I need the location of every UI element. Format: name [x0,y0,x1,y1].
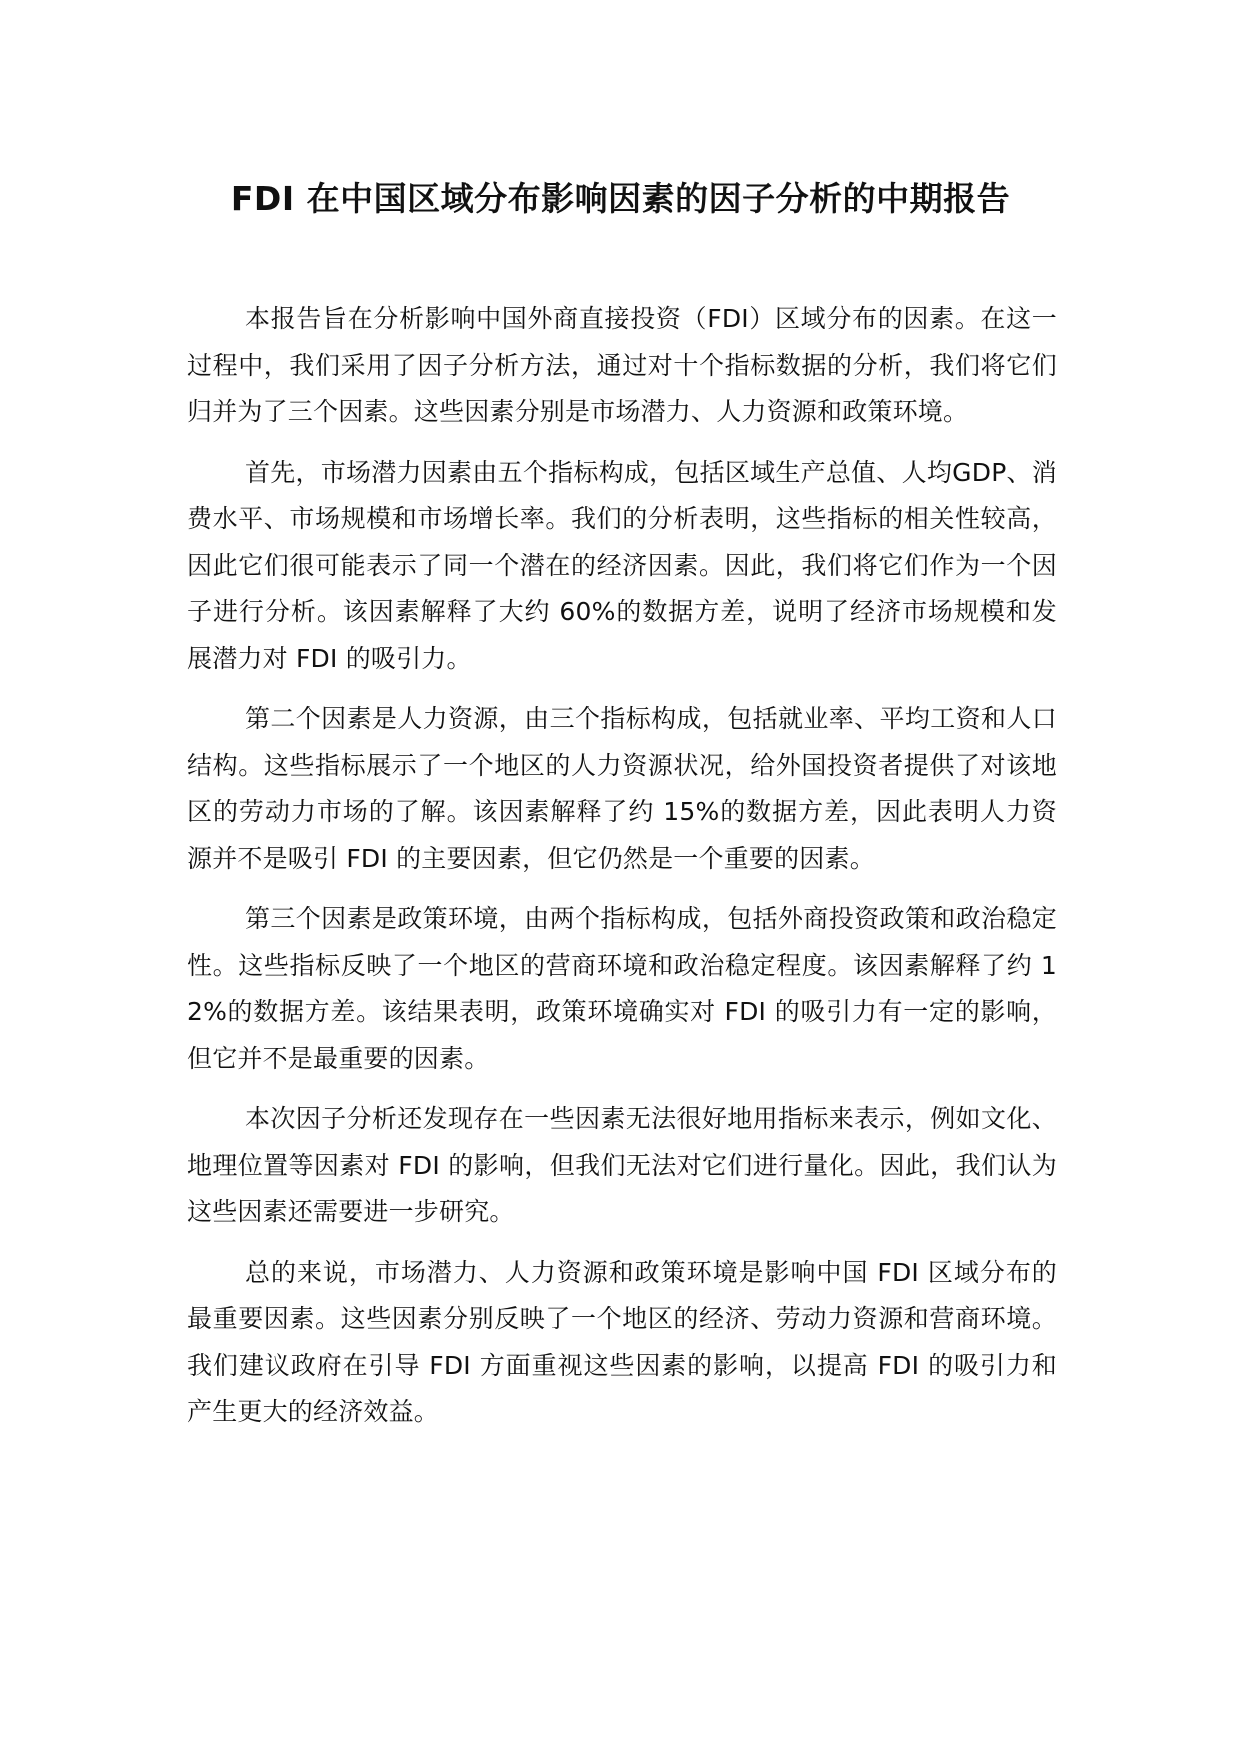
paragraph-market-potential: 首先，市场潜力因素由五个指标构成，包括区域生产总值、人均GDP、消费水平、市场规模和市场增长率。我们的分析表明，这些指标的相关性较高，因此它们很可能表示了同一个潜在的经济因素。因此，我们将它们作为一个因子进行分析。该因素解释了大约 60%的数据方差，说明了经济市场规模和发展潜力对 FDI 的吸引力。 [187,457,1057,673]
document-body [187,296,1057,1450]
paragraph-conclusion: 总的来说，市场潜力、人力资源和政策环境是影响中国 FDI 区域分布的最重要因素。这些因素分别反映了一个地区的经济、劳动力资源和营商环境。我们建议政府在引导 FDI 方面重视这些因素的影响，以提高 FDI 的吸引力和产生更大的经济效益。 [187,1257,1057,1426]
paragraph-unquantified-factors: 本次因子分析还发现存在一些因素无法很好地用指标来表示，例如文化、地理位置等因素对 FDI 的影响，但我们无法对它们进行量化。因此，我们认为这些因素还需要进一步研究。 [187,1104,1057,1226]
paragraph-policy-environment: 第三个因素是政策环境，由两个指标构成，包括外商投资政策和政治稳定性。这些指标反映了一个地区的营商环境和政治稳定程度。该因素解释了约 12%的数据方差。该结果表明，政策环境确实对 FDI 的吸引力有一定的影响，但它并不是最重要的因素。 [187,904,1057,1073]
document-title: FDI 在中国区域分布影响因素的因子分析的中期报告 [230,179,1011,218]
paragraph-human-resources: 第二个因素是人力资源，由三个指标构成，包括就业率、平均工资和人口结构。这些指标展示了一个地区的人力资源状况，给外国投资者提供了对该地区的劳动力市场的了解。该因素解释了约 15%的数据方差，因此表明人力资源并不是吸引 FDI 的主要因素，但它仍然是一个重要的因素。 [187,704,1057,873]
paragraph-intro: 本报告旨在分析影响中国外商直接投资（FDI）区域分布的因素。在这一过程中，我们采用了因子分析方法，通过对十个指标数据的分析，我们将它们归并为了三个因素。这些因素分别是市场潜力、人力资源和政策环境。 [187,304,1057,426]
